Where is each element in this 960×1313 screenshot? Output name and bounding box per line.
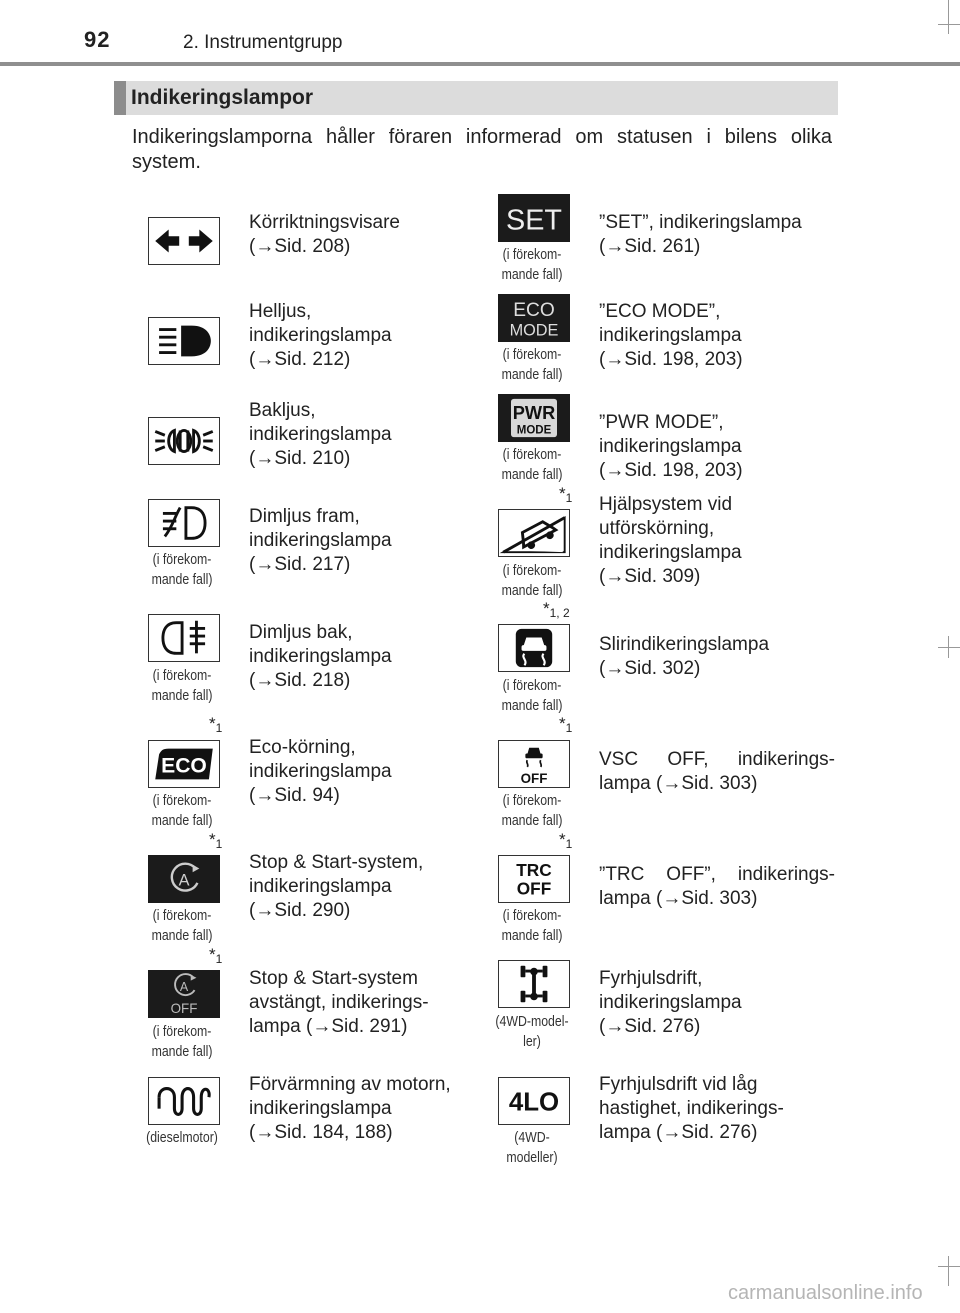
footnote-number: 1 (565, 491, 573, 505)
footnote-marker (543, 599, 570, 620)
desc-high-beam (249, 300, 392, 372)
desc-line: lampa (→Sid. 303) (599, 773, 758, 794)
footnote-number: 1, 2 (549, 606, 570, 620)
availability-note: (i förekom- mande fall) (501, 677, 563, 714)
availability-note: (4WD-model- ler) (495, 1013, 569, 1050)
desc-line: ”ECO MODE”, (599, 301, 721, 322)
page-number: 92 (84, 27, 111, 52)
desc-stop-start-off (249, 967, 429, 1039)
desc-rear-fog (249, 621, 392, 693)
availability-note: (i förekom- mande fall) (501, 346, 563, 383)
svg-text:A: A (179, 980, 189, 995)
tail-light-icon (148, 417, 220, 465)
desc-line: indikeringslampa (599, 992, 742, 1013)
set-icon (498, 194, 570, 242)
footnote-number: 1 (565, 837, 573, 851)
desc-line: Eco-körning, (249, 737, 356, 758)
desc-set (599, 211, 802, 259)
desc-line: (→Sid. 212) (249, 349, 351, 370)
crop-mark (938, 647, 960, 648)
desc-line: (→Sid. 198, 203) (599, 349, 743, 370)
desc-line: Hjälpsystem vid (599, 494, 733, 515)
desc-turn-signal (249, 211, 400, 259)
four-lo-icon-text: 4LO (508, 1088, 560, 1117)
footnote-marker (209, 830, 222, 851)
desc-line: lampa (→Sid. 291) (249, 1016, 408, 1037)
desc-line: indikeringslampa (249, 325, 392, 346)
footnote-star: * (209, 945, 216, 964)
availability-note: (i förekom- mande fall) (501, 907, 563, 944)
desc-line: Stop & Start-system (249, 968, 418, 989)
desc-line: indikeringslampa (249, 530, 392, 551)
vsc-off-icon-text: OFF (520, 771, 548, 787)
trc-off-icon-subtext: OFF (516, 878, 552, 899)
pwr-mode-icon-subtext: MODE (516, 424, 552, 437)
eco-mode-icon-subtext: MODE (509, 321, 559, 340)
desc-line: ”PWR MODE”, (599, 412, 724, 433)
four-lo-icon (498, 1077, 570, 1125)
desc-line: Bakljus, (249, 400, 316, 421)
availability-note: (i förekom- mande fall) (151, 907, 213, 944)
desc-eco-mode (599, 300, 743, 372)
desc-line: hastighet, indikerings- (599, 1098, 784, 1119)
desc-line: indikeringslampa (249, 424, 392, 445)
desc-line: (→Sid. 218) (249, 670, 351, 691)
desc-line: indikeringslampa (599, 436, 742, 457)
desc-eco-driving (249, 736, 392, 808)
desc-line: (→Sid. 208) (249, 236, 351, 257)
availability-note: (i förekom- mande fall) (151, 667, 213, 704)
eco-mode-icon-text: ECO (513, 300, 555, 322)
footnote-number: 1 (565, 721, 573, 735)
desc-line: (→Sid. 184, 188) (249, 1122, 393, 1143)
svg-text:A: A (178, 871, 190, 890)
footnote-marker (559, 714, 572, 735)
footnote-star: * (559, 714, 566, 733)
footnote-number: 1 (215, 837, 223, 851)
chapter-title: 2. Instrumentgrupp (183, 32, 343, 53)
footnote-star: * (543, 599, 550, 618)
svg-text:ECO: ECO (161, 754, 207, 778)
footnote-number: 1 (215, 952, 223, 966)
desc-line: ”TRC OFF”, indikerings- (599, 864, 835, 885)
footnote-marker (559, 830, 572, 851)
footnote-marker (209, 945, 222, 966)
desc-line: lampa (→Sid. 303) (599, 888, 758, 909)
desc-line: (→Sid. 217) (249, 554, 351, 575)
crop-mark (948, 0, 949, 34)
desc-line: Dimljus bak, (249, 622, 353, 643)
desc-front-fog (249, 505, 392, 577)
svg-text:OFF: OFF (170, 1001, 198, 1017)
desc-line: utförskörning, (599, 518, 715, 539)
desc-stop-start (249, 851, 423, 923)
glow-plug-icon (148, 1077, 220, 1125)
desc-line: Fyrhjulsdrift vid låg (599, 1074, 758, 1095)
footnote-marker (559, 484, 572, 505)
stop-start-off-icon (148, 970, 220, 1018)
desc-line: (→Sid. 210) (249, 448, 351, 469)
front-fog-light-icon (148, 499, 220, 547)
desc-line: (→Sid. 198, 203) (599, 460, 743, 481)
rear-fog-light-icon (148, 614, 220, 662)
vsc-off-icon (498, 740, 570, 788)
desc-line: (→Sid. 290) (249, 900, 351, 921)
section-title: Indikeringslampor (131, 86, 314, 109)
desc-line: (→Sid. 94) (249, 785, 340, 806)
desc-four-lo (599, 1073, 784, 1145)
desc-line: (→Sid. 309) (599, 566, 701, 587)
desc-line: (→Sid. 276) (599, 1016, 701, 1037)
set-icon-text: SET (506, 204, 562, 237)
desc-line: Fyrhjulsdrift, (599, 968, 703, 989)
intro-paragraph: Indikeringslamporna håller föraren informerad om statusen i bilens olika system. (132, 126, 832, 173)
availability-note: (i förekom- mande fall) (501, 562, 563, 599)
availability-note: (i förekom- mande fall) (501, 246, 563, 283)
desc-line: lampa (→Sid. 276) (599, 1122, 758, 1143)
availability-note: (4WD-modeller) (506, 1129, 558, 1166)
trc-off-icon-text: TRC (516, 860, 552, 881)
desc-tail-light (249, 399, 392, 471)
availability-note: (i förekom- mande fall) (501, 792, 563, 829)
footnote-star: * (209, 714, 216, 733)
watermark: carmanualsonline.info (728, 1282, 923, 1304)
desc-line: avstängt, indikerings- (249, 992, 429, 1013)
slip-indicator-icon (498, 624, 570, 672)
desc-slip-indicator (599, 633, 769, 681)
availability-note: (i förekom- mande fall) (151, 551, 213, 588)
footnote-marker (209, 714, 222, 735)
eco-mode-icon (498, 294, 570, 342)
stop-start-icon (148, 855, 220, 903)
pwr-mode-icon-text: PWR (512, 402, 556, 423)
desc-line: Körriktningsvisare (249, 212, 400, 233)
desc-line: Förvärmning av motorn, (249, 1074, 451, 1095)
turn-signal-arrows-icon (148, 217, 220, 265)
crop-mark (938, 1266, 960, 1267)
high-beam-icon (148, 317, 220, 365)
trc-off-icon (498, 855, 570, 903)
desc-line: Helljus, (249, 301, 312, 322)
desc-line: indikeringslampa (599, 325, 742, 346)
availability-note: (i förekom- mande fall) (501, 446, 563, 483)
desc-glow-plug (249, 1073, 451, 1145)
availability-note: (dieselmotor) (146, 1129, 218, 1146)
footnote-star: * (559, 484, 566, 503)
desc-line: indikeringslampa (249, 876, 392, 897)
desc-line: VSC OFF, indikerings- (599, 749, 835, 770)
desc-line: (→Sid. 302) (599, 658, 701, 679)
desc-pwr-mode (599, 411, 743, 483)
desc-downhill-assist (599, 493, 742, 589)
desc-line: Stop & Start-system, (249, 852, 424, 873)
desc-line: ”SET”, indikeringslampa (599, 212, 802, 233)
availability-note: (i förekom- mande fall) (151, 792, 213, 829)
four-wheel-drive-icon (498, 960, 570, 1008)
desc-vsc-off (599, 748, 835, 796)
desc-line: Dimljus fram, (249, 506, 360, 527)
availability-note: (i förekom- mande fall) (151, 1023, 213, 1060)
footnote-star: * (209, 830, 216, 849)
desc-trc-off (599, 863, 835, 911)
header-rule (0, 62, 960, 66)
desc-line: indikeringslampa (249, 1098, 392, 1119)
desc-four-wheel-drive (599, 967, 742, 1039)
crop-mark (938, 24, 960, 25)
desc-line: indikeringslampa (249, 646, 392, 667)
desc-line: (→Sid. 261) (599, 236, 701, 257)
downhill-assist-icon (498, 509, 570, 557)
footnote-number: 1 (215, 721, 223, 735)
footnote-star: * (559, 830, 566, 849)
crop-mark (948, 1256, 949, 1286)
desc-line: indikeringslampa (249, 761, 392, 782)
desc-line: Slirindikeringslampa (599, 634, 770, 655)
pwr-mode-icon (498, 394, 570, 442)
eco-icon (148, 740, 220, 788)
desc-line: indikeringslampa (599, 542, 742, 563)
